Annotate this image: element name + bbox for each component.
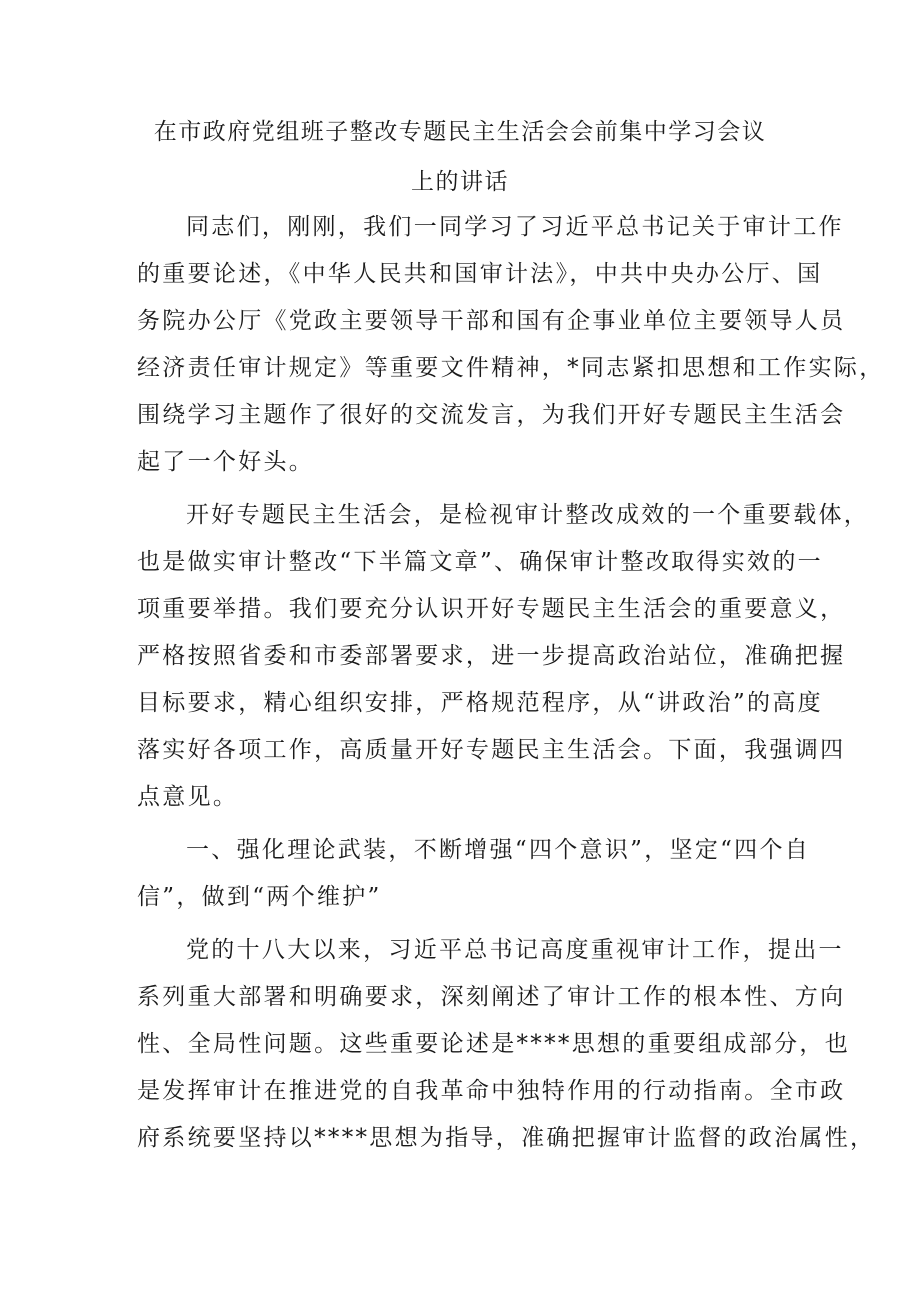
section-heading-line: 信”，做到“两个维护” bbox=[137, 884, 382, 910]
section-heading-line: 一、强化理论武装，不断增强“四个意识”，坚定“四个自 bbox=[186, 837, 811, 863]
paragraph-1-line: 围绕学习主题作了很好的交流发言，为我们开好专题民主生活会 bbox=[137, 402, 846, 428]
paragraph-2-line: 项重要举措。我们要充分认识开好专题民主生活会的重要意义， bbox=[137, 596, 846, 622]
paragraph-4-line: 府系统要坚持以****思想为指导，准确把握审计监督的政治属性， bbox=[137, 1125, 876, 1151]
document-title-line-1: 在市政府党组班子整改专题民主生活会会前集中学习会议 bbox=[153, 119, 767, 145]
paragraph-2-line: 落实好各项工作，高质量开好专题民主生活会。下面，我强调四 bbox=[137, 737, 846, 763]
paragraph-2-line: 严格按照省委和市委部署要求，进一步提高政治站位，准确把握 bbox=[137, 643, 846, 669]
paragraph-4-line: 性、全局性问题。这些重要论述是****思想的重要组成部分，也 bbox=[137, 1031, 850, 1057]
paragraph-1-line: 同志们，刚刚，我们一同学习了习近平总书记关于审计工作 bbox=[186, 214, 844, 240]
paragraph-4-line: 是发挥审计在推进党的自我革命中独特作用的行动指南。全市政 bbox=[137, 1078, 846, 1104]
paragraph-1-line: 的重要论述，《中华人民共和国审计法》，中共中央办公厅、国 bbox=[137, 261, 823, 287]
paragraph-1-line: 务院办公厅《党政主要领导干部和国有企事业单位主要领导人员 bbox=[137, 308, 846, 334]
paragraph-1-line: 经济责任审计规定》等重要文件精神，*同志紧扣思想和工作实际， bbox=[137, 355, 885, 381]
paragraph-2-line: 点意见。 bbox=[137, 784, 239, 810]
paragraph-1-line: 起了一个好头。 bbox=[137, 449, 315, 475]
paragraph-2-line: 也是做实审计整改“下半篇文章”、确保审计整改取得实效的一 bbox=[137, 549, 823, 575]
paragraph-2-line: 开好专题民主生活会，是检视审计整改成效的一个重要载体， bbox=[186, 502, 870, 528]
paragraph-4-line: 系列重大部署和明确要求，深刻阐述了审计工作的根本性、方向 bbox=[137, 984, 846, 1010]
document-title-line-2: 上的讲话 bbox=[411, 169, 509, 195]
paragraph-2-line: 目标要求，精心组织安排，严格规范程序，从“讲政治”的高度 bbox=[137, 690, 823, 716]
paragraph-4-line: 党的十八大以来，习近平总书记高度重视审计工作，提出一 bbox=[186, 937, 844, 963]
